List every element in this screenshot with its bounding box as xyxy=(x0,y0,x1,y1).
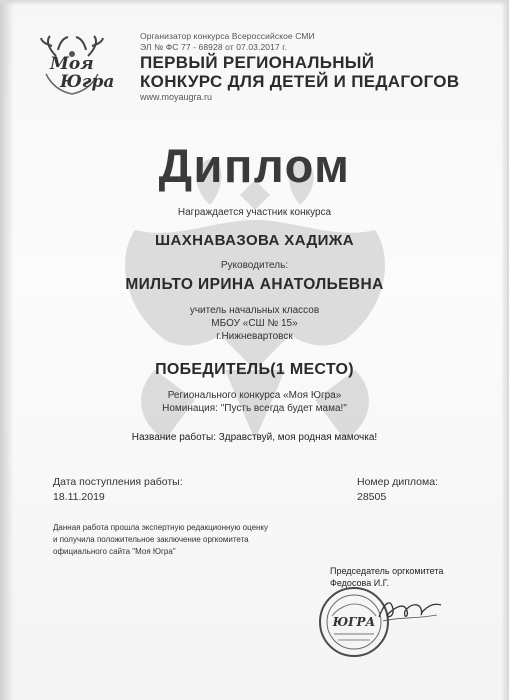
supervisor-name: МИЛЬТО ИРИНА АНАТОЛЬЕВНА xyxy=(125,276,384,293)
diploma-number-value: 28505 xyxy=(357,491,387,503)
header-title-line1: ПЕРВЫЙ РЕГИОНАЛЬНЫЙ xyxy=(140,53,375,72)
organizer-text: Организатор конкурса Всероссийское СМИ xyxy=(140,31,315,41)
scan-edge-left xyxy=(0,0,14,700)
chair-name: Федосова И.Г. xyxy=(330,578,389,588)
logo-line2: Югра xyxy=(60,72,115,92)
scan-edge-right xyxy=(501,0,509,700)
registration-text: ЭЛ № ФС 77 - 68928 от 07.03.2017 г. xyxy=(140,42,287,52)
stamp-text: ЮГРА xyxy=(332,615,376,629)
nomination-text: Номинация: "Пусть всегда будет мама!" xyxy=(162,403,347,414)
logo-line1: Моя xyxy=(50,54,94,74)
expert-note xyxy=(53,522,313,558)
city-text: г.Нижневартовск xyxy=(216,331,293,342)
scan-edge-top xyxy=(0,0,509,6)
place-text: ПОБЕДИТЕЛЬ(1 МЕСТО) xyxy=(155,361,354,378)
date-value: 18.11.2019 xyxy=(53,491,105,503)
moya-yugra-logo xyxy=(38,34,115,98)
awarded-text: Награждается участник конкурса xyxy=(177,207,332,218)
position-text: учитель начальных классов xyxy=(189,305,320,316)
date-label: Дата поступления работы: xyxy=(53,476,183,488)
supervisor-label: Руководитель: xyxy=(220,260,289,271)
note-line-3: официального сайта "Моя Югра" xyxy=(53,547,176,556)
website-url: www.moyaugra.ru xyxy=(140,92,213,102)
note-line-2: и получила положительное заключение оргкомитета xyxy=(53,535,249,544)
diploma-number-label: Номер диплома: xyxy=(357,476,438,488)
work-title-text: Название работы: Здравствуй, моя родная мамочка! xyxy=(131,432,378,443)
contest-text: Регионального конкурса «Моя Югра» xyxy=(167,390,342,401)
diploma-title: Диплом xyxy=(158,139,351,192)
note-line-1: Данная работа прошла экспертную редакционную оценку xyxy=(53,523,269,532)
school-text: МБОУ «СШ № 15» xyxy=(211,318,298,329)
handwritten-signature-icon xyxy=(375,595,445,625)
participant-name: ШАХНАВАЗОВА ХАДИЖА xyxy=(155,232,354,249)
header-title-line2: КОНКУРС ДЛЯ ДЕТЕЙ И ПЕДАГОГОВ xyxy=(140,72,460,91)
chair-label: Председатель оргкомитета xyxy=(330,566,444,576)
